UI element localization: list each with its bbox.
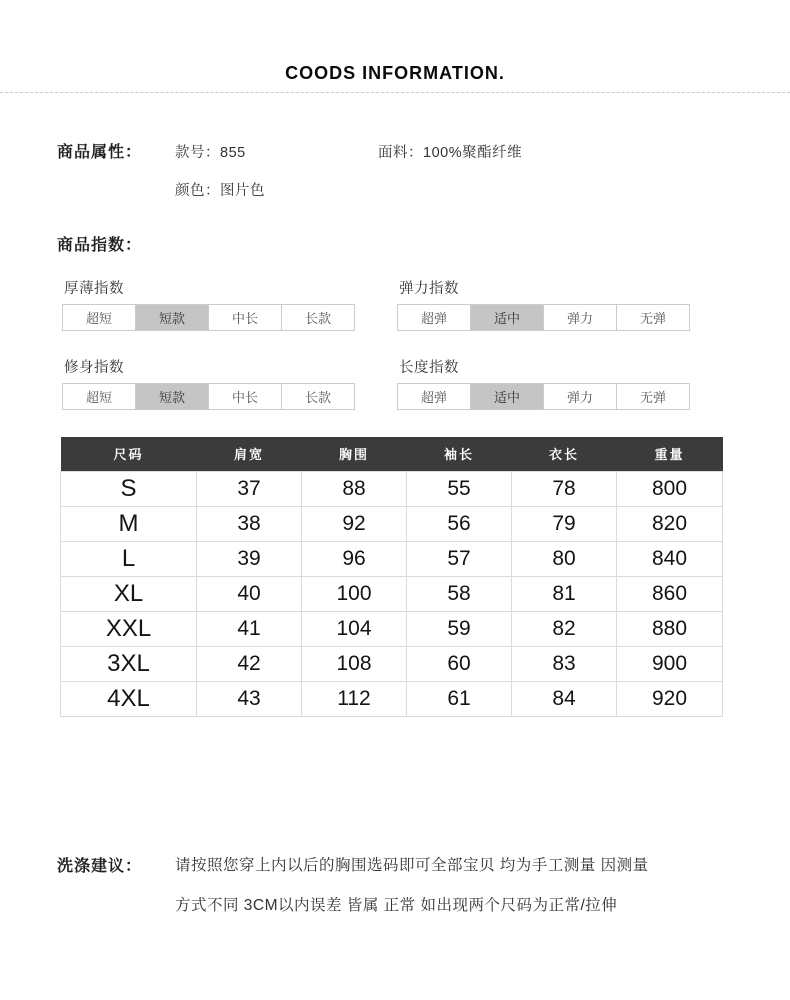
size-table-cell: 900 <box>617 646 723 681</box>
table-row <box>61 681 723 716</box>
size-table-header-cell: 重量 <box>617 437 723 471</box>
index-bar <box>397 383 690 410</box>
table-row <box>61 541 723 576</box>
index-option: 长款 <box>281 305 354 330</box>
size-table-header-cell: 衣长 <box>512 437 617 471</box>
size-table-header-cell: 胸围 <box>302 437 407 471</box>
page-title: COODS INFORMATION. <box>285 63 505 83</box>
size-table-cell: S <box>61 471 197 506</box>
index-option: 无弹 <box>616 384 689 409</box>
size-table-cell: 820 <box>617 506 723 541</box>
index-option: 长款 <box>281 384 354 409</box>
size-table-cell: 37 <box>197 471 302 506</box>
size-table-cell: 78 <box>512 471 617 506</box>
index-option-active: 适中 <box>470 384 543 409</box>
index-option: 无弹 <box>616 305 689 330</box>
size-table-cell: 3XL <box>61 646 197 681</box>
table-row <box>61 506 723 541</box>
size-table-cell: 96 <box>302 541 407 576</box>
size-table-cell: 108 <box>302 646 407 681</box>
size-table-header-cell: 肩宽 <box>197 437 302 471</box>
dashed-divider <box>0 92 790 93</box>
index-group-title: 弹力指数 <box>399 281 459 297</box>
size-table-cell: 38 <box>197 506 302 541</box>
size-table-cell: 58 <box>407 576 512 611</box>
index-option: 弹力 <box>543 384 616 409</box>
attributes-section-label: 商品属性： <box>57 144 143 161</box>
table-row <box>61 576 723 611</box>
size-table-cell: 840 <box>617 541 723 576</box>
size-table-cell: 920 <box>617 681 723 716</box>
size-table-cell: 4XL <box>61 681 197 716</box>
index-bar <box>62 304 355 331</box>
index-option: 弹力 <box>543 305 616 330</box>
index-bar <box>397 304 690 331</box>
index-section-label: 商品指数： <box>57 237 143 254</box>
index-option: 超短 <box>85 311 112 326</box>
attribute-color: 颜色：图片色 <box>175 183 265 199</box>
size-table-cell: 83 <box>512 646 617 681</box>
washing-line-2: 方式不同 3CM以内误差 皆属 正常 如出现两个尺码为正常/拉伸 <box>175 897 618 914</box>
size-table-cell: 100 <box>302 576 407 611</box>
index-option-active: 短款 <box>135 305 208 330</box>
size-table-cell: 60 <box>407 646 512 681</box>
size-table-cell: 82 <box>512 611 617 646</box>
size-table-cell: 41 <box>197 611 302 646</box>
index-option-active: 短款 <box>135 384 208 409</box>
size-table-cell: 81 <box>512 576 617 611</box>
size-table-cell: 112 <box>302 681 407 716</box>
size-table-cell: 860 <box>617 576 723 611</box>
size-table-cell: 56 <box>407 506 512 541</box>
size-table-cell: 880 <box>617 611 723 646</box>
index-option: 超弹 <box>420 311 447 326</box>
size-table-cell: 57 <box>407 541 512 576</box>
size-table-cell: 79 <box>512 506 617 541</box>
size-table <box>60 437 723 717</box>
size-table-header-cell: 袖长 <box>407 437 512 471</box>
index-option: 超弹 <box>420 390 447 405</box>
size-table-cell: 104 <box>302 611 407 646</box>
size-table-cell: 80 <box>512 541 617 576</box>
index-group-title: 厚薄指数 <box>64 281 124 297</box>
size-table-header-row <box>61 437 723 471</box>
size-table-cell: M <box>61 506 197 541</box>
index-group-title: 长度指数 <box>399 360 459 376</box>
washing-section-label: 洗涤建议： <box>57 858 143 875</box>
size-table-cell: XL <box>61 576 197 611</box>
size-table-cell: 84 <box>512 681 617 716</box>
size-table-cell: 88 <box>302 471 407 506</box>
index-option: 中长 <box>208 384 281 409</box>
index-option: 中长 <box>208 305 281 330</box>
size-table-cell: 800 <box>617 471 723 506</box>
size-table-cell: 43 <box>197 681 302 716</box>
washing-line-1: 请按照您穿上内以后的胸围选码即可全部宝贝 均为手工测量 因测量 <box>175 857 649 874</box>
attribute-fabric: 面料：100%聚酯纤维 <box>378 145 523 161</box>
size-table-cell: 59 <box>407 611 512 646</box>
index-option: 超短 <box>85 390 112 405</box>
size-table-cell: 39 <box>197 541 302 576</box>
size-table-cell: 55 <box>407 471 512 506</box>
size-table-cell: 92 <box>302 506 407 541</box>
size-table-header-cell: 尺码 <box>61 437 197 471</box>
size-table-cell: L <box>61 541 197 576</box>
table-row <box>61 471 723 506</box>
washing-instructions <box>175 846 735 926</box>
index-option-active: 适中 <box>470 305 543 330</box>
table-row <box>61 611 723 646</box>
index-group-title: 修身指数 <box>64 360 124 376</box>
table-row <box>61 646 723 681</box>
size-table-cell: 42 <box>197 646 302 681</box>
size-table-cell: XXL <box>61 611 197 646</box>
size-table-cell: 61 <box>407 681 512 716</box>
size-table-cell: 40 <box>197 576 302 611</box>
index-bar <box>62 383 355 410</box>
attribute-style-number: 款号：855 <box>175 145 246 161</box>
